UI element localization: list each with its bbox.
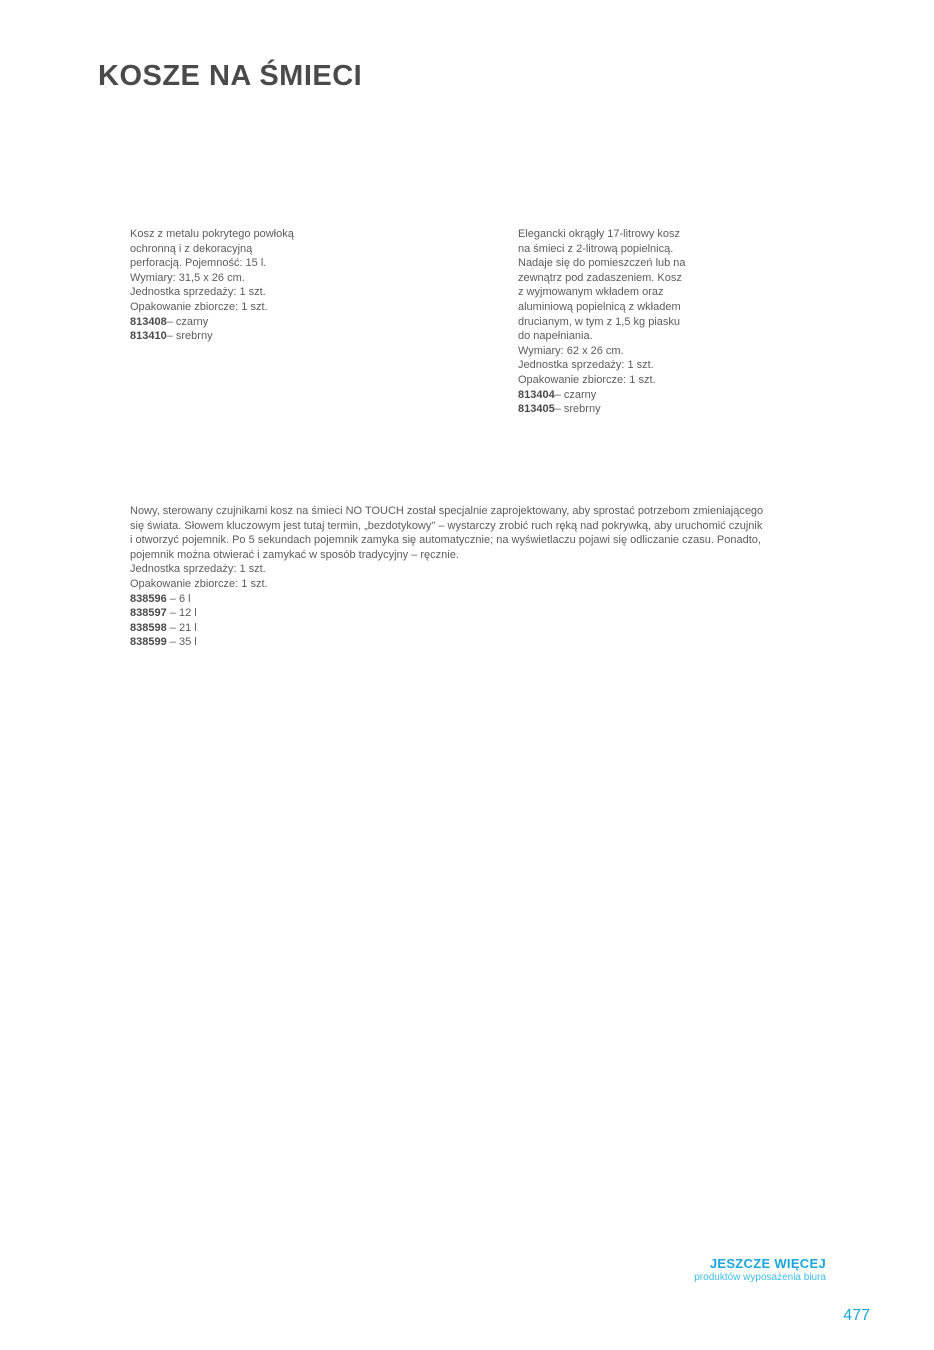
page-title: KOSZE NA ŚMIECI [98, 60, 363, 92]
variant-line [130, 329, 430, 344]
variant-desc: – czarny [554, 388, 597, 401]
product-code: 838599 [130, 636, 167, 649]
promo-subtitle: produktów wyposażenia biura [694, 1272, 826, 1283]
sales-unit-line: Jednostka sprzedaży: 1 szt. [130, 563, 266, 576]
footer-promo [694, 1256, 826, 1283]
product-code: 813410 [130, 330, 167, 343]
description-line: z wyjmowanym wkładem oraz [518, 286, 664, 299]
description-line: się świata. Słowem kluczowym jest tutaj termin, „bezdotykowy" – wystarczy zrobić ruch ręką nad pokrywką, aby uruchomić czujnik [130, 519, 763, 532]
variant-desc: – czarny [166, 315, 209, 328]
product-code: 813405 [518, 403, 555, 416]
variant-line [518, 388, 818, 403]
description-line: pojemnik można otwierać i zamykać w sposób tradycyjny – ręcznie. [130, 548, 459, 561]
description-line: aluminiową popielnicą z wkładem [518, 300, 681, 313]
promo-title: JESZCZE WIĘCEJ [709, 1256, 826, 1271]
description-line: perforacją. Pojemność: 15 l. [130, 257, 267, 270]
description-line: zewnątrz pod zadaszeniem. Kosz [518, 271, 682, 284]
variant-desc: – 21 l [166, 621, 197, 634]
description-line: Nadaje się do pomieszczeń lub na [518, 257, 686, 270]
product-code: 838598 [130, 621, 167, 634]
description-line: Kosz z metalu pokrytego powłoką [130, 228, 294, 240]
product-code: 813408 [130, 315, 167, 328]
bulk-package-line: Opakowanie zbiorcze: 1 szt. [130, 577, 268, 590]
variant-desc: – 6 l [166, 592, 191, 605]
bulk-package-line: Opakowanie zbiorcze: 1 szt. [518, 373, 656, 386]
product-code: 813404 [518, 388, 555, 401]
description-line: Elegancki okrągły 17-litrowy kosz [518, 228, 681, 240]
variant-line [130, 635, 810, 650]
variant-line [130, 592, 810, 607]
variant-line [130, 315, 430, 330]
variant-line [130, 621, 810, 636]
description-line: na śmieci z 2-litrową popielnicą. [518, 242, 674, 255]
variant-line [130, 606, 810, 621]
variant-line [518, 402, 818, 417]
dimensions-line: Wymiary: 31,5 x 26 cm. [130, 271, 245, 284]
description-line: ochronną i z dekoracyjną [130, 242, 253, 255]
variant-desc: – 35 l [166, 636, 197, 649]
sales-unit-line: Jednostka sprzedaży: 1 szt. [518, 359, 654, 372]
variant-desc: – 12 l [166, 607, 197, 620]
variant-desc: – srebrny [166, 330, 213, 343]
product-description-ashtray-bin [518, 227, 818, 417]
product-description-metal-bin [130, 227, 430, 344]
page-number: 477 [843, 1307, 870, 1324]
sales-unit-line: Jednostka sprzedaży: 1 szt. [130, 286, 266, 299]
product-description-no-touch-bin [130, 504, 810, 650]
product-code: 838597 [130, 607, 167, 620]
variant-desc: – srebrny [554, 403, 601, 416]
description-line: i otworzyć pojemnik. Po 5 sekundach pojemnik zamyka się automatycznie; na wyświetlaczu pojawi się odliczanie czasu. Ponadto, [130, 534, 761, 547]
description-line: Nowy, sterowany czujnikami kosz na śmieci NO TOUCH został specjalnie zaprojektowany, aby sprostać potrzebom zmieniającego [130, 505, 764, 517]
product-code: 838596 [130, 592, 167, 605]
description-line: do napełniania. [518, 330, 593, 343]
bulk-package-line: Opakowanie zbiorcze: 1 szt. [130, 300, 268, 313]
dimensions-line: Wymiary: 62 x 26 cm. [518, 344, 624, 357]
description-line: drucianym, w tym z 1,5 kg piasku [518, 315, 681, 328]
